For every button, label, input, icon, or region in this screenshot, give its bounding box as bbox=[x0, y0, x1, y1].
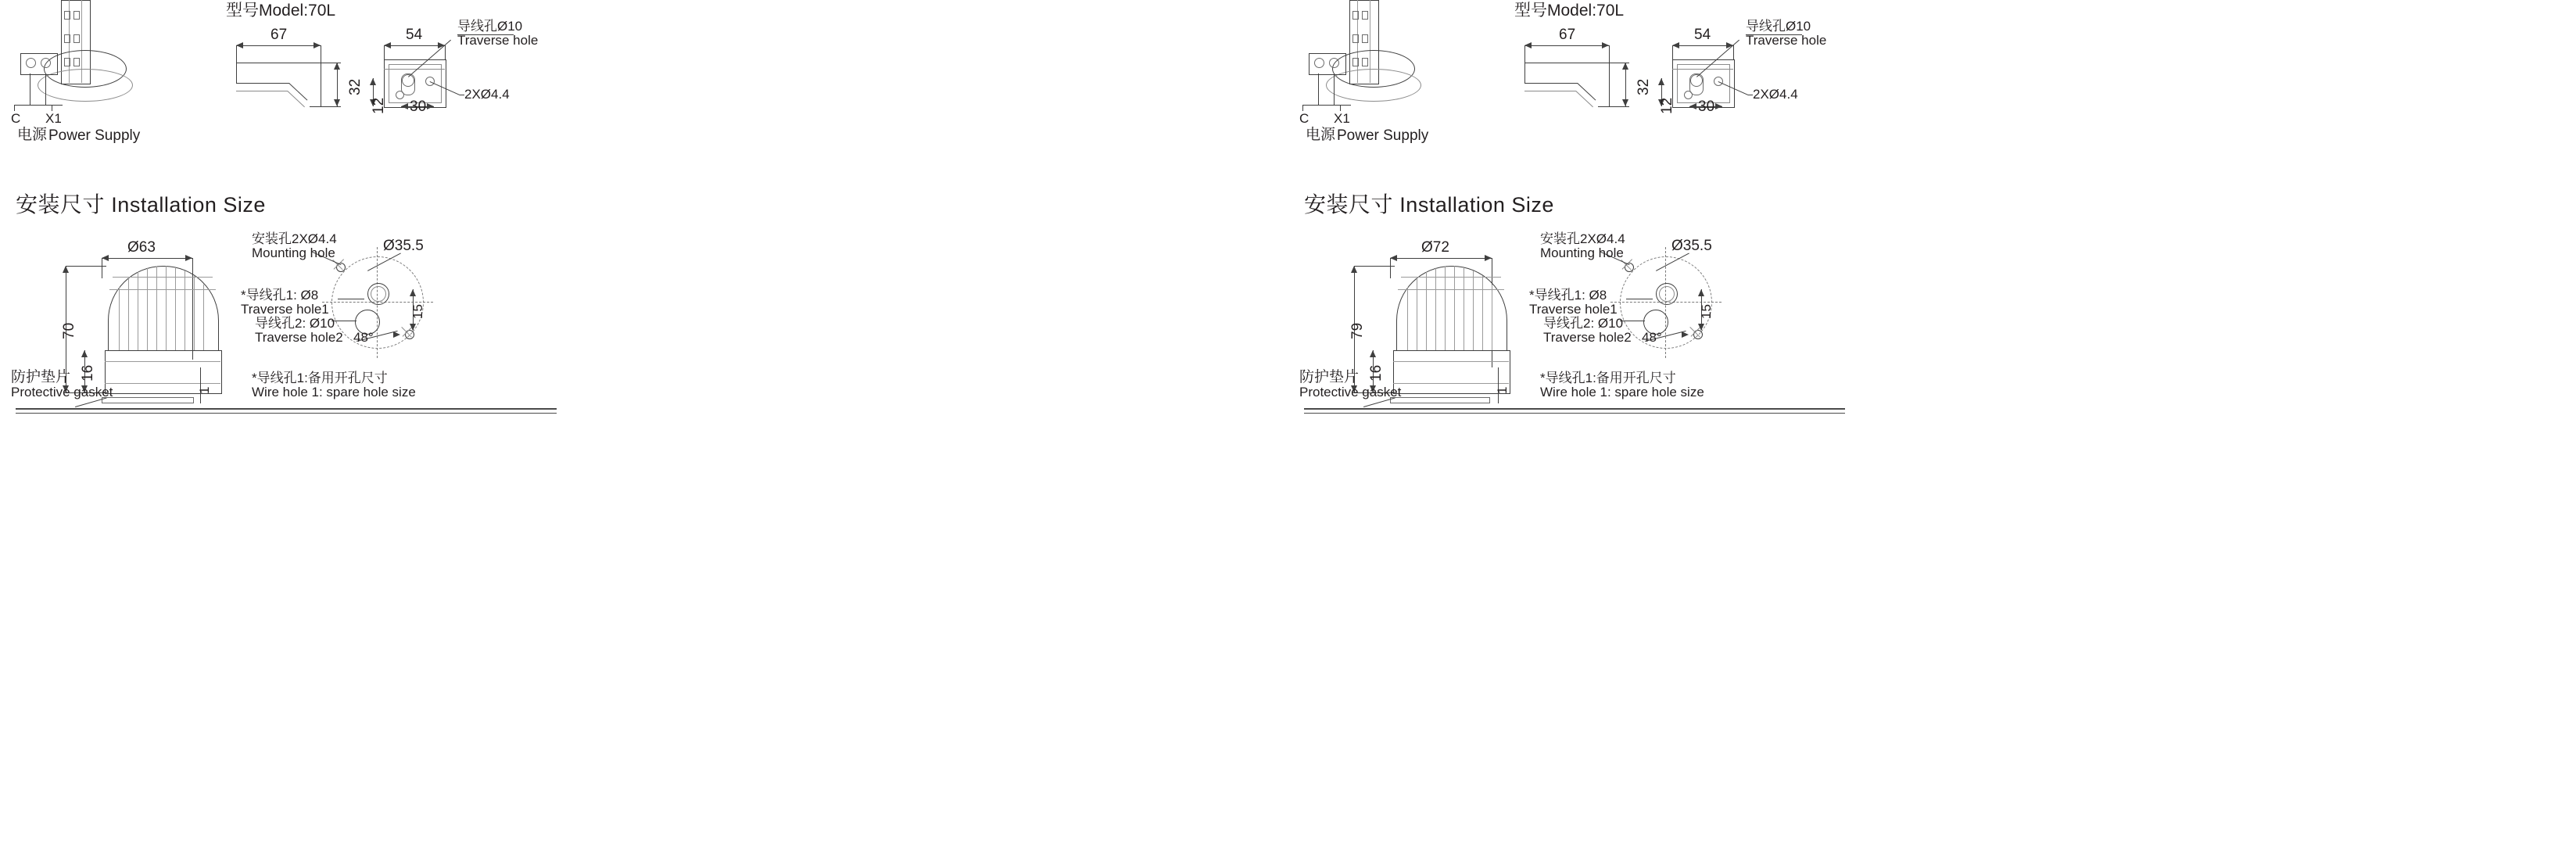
dim-54-ext-left bbox=[1672, 45, 1673, 59]
power-supply-label-cn: 电源 bbox=[1306, 127, 1336, 143]
angle-text: 48° bbox=[1642, 330, 1662, 345]
dim-30-text: 30 bbox=[410, 99, 427, 115]
dim-15-arrow-down bbox=[410, 324, 416, 331]
dim-base-arrow-up bbox=[1370, 350, 1376, 357]
protective-gasket bbox=[1390, 397, 1490, 403]
profile-diagonal-2 bbox=[287, 91, 305, 107]
pole-slot-1 bbox=[1352, 11, 1359, 20]
wire-x1 bbox=[1334, 73, 1335, 105]
dim-15-arrow-up bbox=[1698, 289, 1704, 296]
dim-67-text: 67 bbox=[1559, 27, 1576, 43]
dim-gasket-thickness-text: 1 bbox=[197, 386, 212, 394]
pole-slot-4 bbox=[1362, 34, 1368, 43]
mounting-hole-cn: 安装孔2XØ4.4 bbox=[252, 231, 337, 246]
terminal-screw-2 bbox=[41, 58, 51, 68]
wire-x1 bbox=[45, 73, 46, 105]
dim-67-ext-right bbox=[1609, 45, 1610, 63]
section-title-en: Installation Size bbox=[1399, 193, 1554, 217]
dim-54-ext-left bbox=[384, 45, 385, 59]
bolt-circle-text: Ø35.5 bbox=[1671, 238, 1712, 254]
dim-67-arrow-right bbox=[313, 42, 321, 48]
dim-30-arrow-right bbox=[1715, 103, 1722, 109]
mount-holes-text: 2XØ4.4 bbox=[1753, 87, 1798, 102]
angle-text: 48° bbox=[353, 330, 374, 345]
pole-slot-2 bbox=[1362, 11, 1368, 20]
gasket-label-cn: 防护垫片 bbox=[1299, 369, 1360, 385]
wire-rule bbox=[1302, 105, 1351, 106]
section-rule-1 bbox=[1304, 408, 1845, 410]
dim-54-ext-right bbox=[1733, 45, 1734, 59]
dim-67-arrow-left bbox=[1524, 42, 1532, 48]
mount-holes-text: 2XØ4.4 bbox=[464, 87, 510, 102]
profile-diagonal bbox=[1577, 83, 1596, 101]
dim-67-line bbox=[1524, 45, 1609, 46]
dim-dia-arrow-left bbox=[1390, 255, 1397, 261]
wire-c bbox=[1318, 73, 1319, 105]
dim-54-ext-right bbox=[445, 45, 446, 59]
dim-32-arrow-up bbox=[334, 63, 340, 70]
section-header bbox=[1304, 188, 1851, 219]
profile-bottom-1 bbox=[1524, 83, 1578, 84]
wire-hole-1-en: Traverse hole1 bbox=[1529, 302, 1618, 317]
dim-54-line bbox=[384, 45, 445, 46]
dim-32-arrow-down bbox=[334, 99, 340, 106]
traverse-hole-en: Traverse hole bbox=[1746, 33, 1827, 48]
section-title-en: Installation Size bbox=[111, 193, 266, 217]
angle-arrow bbox=[1682, 331, 1689, 338]
power-supply-label-en: Power Supply bbox=[1337, 127, 1429, 144]
power-c-label: C bbox=[11, 111, 21, 126]
dim-base-height-text: 16 bbox=[1368, 364, 1385, 382]
power-c-label: C bbox=[1299, 111, 1309, 126]
dim-thick-ext bbox=[1498, 367, 1499, 403]
dim-15-text: 15 bbox=[410, 304, 425, 319]
dim-12-arrow-up bbox=[1658, 78, 1664, 85]
bolt-circle-text: Ø35.5 bbox=[383, 238, 424, 254]
section-title-cn: 安装尺寸 bbox=[16, 192, 106, 217]
dim-height-arrow-up bbox=[1351, 266, 1357, 273]
section-rule-1 bbox=[16, 408, 557, 410]
mounting-hole-en: Mounting hole bbox=[252, 245, 335, 260]
dim-32-arrow-up bbox=[1622, 63, 1628, 70]
spare-hole-note-en: Wire hole 1: spare hole size bbox=[1540, 385, 1704, 399]
dim-30-arrow-right bbox=[427, 103, 434, 109]
dim-67-ext-left bbox=[236, 45, 237, 63]
section-rule-2 bbox=[1304, 413, 1845, 414]
mounting-hole-cn: 安装孔2XØ4.4 bbox=[1540, 231, 1625, 246]
pole-slot-3 bbox=[1352, 34, 1359, 43]
section-title-cn: 安装尺寸 bbox=[1304, 192, 1394, 217]
pole-slot-2 bbox=[73, 11, 80, 20]
terminal-screw-2 bbox=[1329, 58, 1339, 68]
dim-67-text: 67 bbox=[270, 27, 288, 43]
dim-base-height-text: 16 bbox=[80, 364, 96, 382]
dim-base-arrow-up bbox=[81, 350, 88, 357]
profile-left bbox=[236, 63, 237, 83]
dim-67-arrow-right bbox=[1602, 42, 1609, 48]
mount-hole-2 bbox=[396, 91, 404, 99]
pole-slot-4 bbox=[73, 34, 80, 43]
mount-hole-2 bbox=[1684, 91, 1693, 99]
dim-thick-ext bbox=[200, 367, 201, 403]
bottom-ledge bbox=[384, 69, 445, 70]
terminal-screw-1 bbox=[26, 58, 36, 68]
dim-30-arrow-left bbox=[1689, 103, 1696, 109]
dim-30-text: 30 bbox=[1698, 99, 1715, 115]
power-supply-label-en: Power Supply bbox=[48, 127, 141, 144]
dim-15-arrow-down bbox=[1698, 324, 1704, 331]
spare-hole-note-cn: *导线孔1:备用开孔尺寸 bbox=[1540, 371, 1676, 385]
dim-dia-arrow-left bbox=[102, 255, 109, 261]
dim-15-arrow-up bbox=[410, 289, 416, 296]
pole-slot-3 bbox=[64, 34, 70, 43]
wire-hole-1-cn: *导线孔1: Ø8 bbox=[1529, 288, 1607, 303]
wire-hole-1 bbox=[371, 286, 386, 302]
section-title bbox=[1304, 188, 1851, 219]
dim-54-line bbox=[1672, 45, 1733, 46]
dim-dia-arrow-right bbox=[1485, 255, 1492, 261]
dim-dia-arrow-right bbox=[185, 255, 192, 261]
dim-dia-ext-left bbox=[1390, 258, 1391, 278]
dim-12-text: 12 bbox=[1659, 97, 1675, 114]
profile-foot bbox=[1598, 106, 1609, 107]
spare-hole-note-cn: *导线孔1:备用开孔尺寸 bbox=[252, 371, 388, 385]
dim-67-ext-left bbox=[1524, 45, 1525, 63]
dim-dia-line bbox=[1390, 258, 1492, 259]
wire-hole-2-en: Traverse hole2 bbox=[1543, 330, 1632, 345]
wire-tick-c bbox=[14, 105, 15, 111]
section-title bbox=[16, 188, 563, 219]
model-label: 型号Model:70L bbox=[226, 2, 336, 20]
wire-rule bbox=[14, 105, 63, 106]
dim-32-text: 32 bbox=[1636, 78, 1652, 95]
wire-tick-c bbox=[1302, 105, 1303, 111]
terminal-screw-1 bbox=[1314, 58, 1324, 68]
bottom-ledge bbox=[1672, 69, 1733, 70]
traverse-hole-cn: 导线孔Ø10 bbox=[457, 19, 523, 34]
dim-32-ext-bottom bbox=[321, 106, 341, 107]
protective-gasket bbox=[102, 397, 194, 403]
dim-15-text: 15 bbox=[1699, 304, 1714, 319]
dim-gasket-thickness-text: 1 bbox=[1495, 386, 1510, 394]
gasket-label-en: Protective gasket bbox=[1299, 385, 1402, 399]
dim-12-arrow-up bbox=[370, 78, 376, 85]
dim-total-height-text: 79 bbox=[1349, 322, 1366, 339]
dim-height-ext-top bbox=[66, 266, 106, 267]
dim-32-ext-bottom bbox=[1609, 106, 1629, 107]
profile-bottom-1 bbox=[236, 83, 289, 84]
traverse-hole-cn: 导线孔Ø10 bbox=[1746, 19, 1811, 34]
gasket-label-cn: 防护垫片 bbox=[11, 369, 71, 385]
spare-hole-note-en: Wire hole 1: spare hole size bbox=[252, 385, 416, 399]
dim-67-line bbox=[236, 45, 321, 46]
wire-hole-1-en: Traverse hole1 bbox=[241, 302, 329, 317]
power-x1-label: X1 bbox=[45, 111, 62, 126]
dim-diameter-text: Ø63 bbox=[127, 239, 156, 256]
dim-32-text: 32 bbox=[347, 78, 364, 95]
wire-hole-2-en: Traverse hole2 bbox=[255, 330, 343, 345]
pole-slot-1 bbox=[64, 11, 70, 20]
dim-54-arrow-left bbox=[1672, 42, 1679, 48]
dim-54-arrow-left bbox=[384, 42, 391, 48]
dim-30-arrow-left bbox=[401, 103, 408, 109]
dim-54-text: 54 bbox=[406, 27, 423, 43]
profile-diagonal bbox=[288, 83, 307, 101]
dim-54-text: 54 bbox=[1694, 27, 1711, 43]
profile-right bbox=[1609, 63, 1610, 106]
profile-diagonal-2 bbox=[1575, 91, 1593, 107]
gasket-label-en: Protective gasket bbox=[11, 385, 113, 399]
dim-dia-line bbox=[102, 258, 192, 259]
panel-right bbox=[1288, 0, 2576, 867]
wire-hole-2-cn: 导线孔2: Ø10 bbox=[1543, 316, 1624, 331]
dim-total-height-text: 70 bbox=[61, 322, 77, 339]
dome-ribs bbox=[1396, 266, 1506, 350]
dim-diameter-text: Ø72 bbox=[1421, 239, 1449, 256]
wire-tick-x1 bbox=[1340, 105, 1341, 111]
traverse-hole-en: Traverse hole bbox=[457, 33, 539, 48]
dim-32-arrow-down bbox=[1622, 99, 1628, 106]
dome-ribs bbox=[108, 266, 217, 350]
wire-hole-2-cn: 导线孔2: Ø10 bbox=[255, 316, 335, 331]
dim-67-arrow-left bbox=[236, 42, 243, 48]
power-x1-label: X1 bbox=[1334, 111, 1350, 126]
mounting-hole-en: Mounting hole bbox=[1540, 245, 1624, 260]
section-header bbox=[16, 188, 563, 219]
dome-base bbox=[1393, 350, 1510, 394]
wire-hole-1 bbox=[1659, 286, 1675, 302]
angle-arrow bbox=[393, 331, 400, 338]
section-rule-2 bbox=[16, 413, 557, 414]
dim-12-text: 12 bbox=[371, 97, 387, 114]
dim-height-arrow-up bbox=[63, 266, 69, 273]
profile-foot bbox=[310, 106, 321, 107]
wire-hole-1-cn: *导线孔1: Ø8 bbox=[241, 288, 319, 303]
power-supply-label-cn: 电源 bbox=[17, 127, 48, 143]
model-label: 型号Model:70L bbox=[1514, 2, 1625, 20]
profile-left bbox=[1524, 63, 1525, 83]
dim-height-ext-top bbox=[1354, 266, 1395, 267]
